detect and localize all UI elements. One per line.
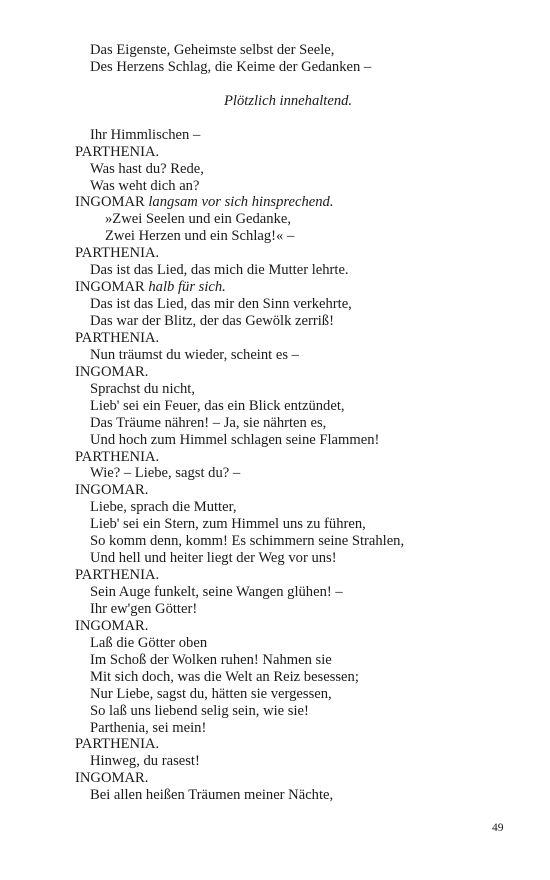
verse-line: Das ist das Lied, das mich die Mutter lehrte. — [90, 262, 349, 279]
verse-line: Nun träumst du wieder, scheint es – — [90, 346, 299, 363]
verse-line: Das war der Blitz, der das Gewölk zerriß! — [90, 313, 334, 329]
blank-line — [0, 110, 550, 127]
speaker-name: PARTHENIA. — [75, 567, 160, 584]
quoted-verse-line: »Zwei Seelen und ein Gedanke, — [105, 211, 292, 228]
verse-line: Das ist das Lied, das mir den Sinn verkehrte, — [90, 296, 352, 313]
verse-line: Nur Liebe, sagst du, hätten sie vergessen, — [90, 685, 332, 702]
quoted-verse-line: Zwei Herzen und ein Schlag!« – — [105, 228, 295, 245]
verse-line: Mit sich doch, was die Welt an Reiz besessen; — [90, 668, 359, 685]
verse-line: Laß die Götter oben — [90, 634, 208, 651]
speaker-heading — [0, 245, 550, 262]
speaker-heading — [0, 330, 550, 347]
stage-direction-inline: halb für sich. — [144, 279, 226, 296]
verse-line: Hinweg, du rasest! — [90, 753, 200, 770]
verse-line: Lieb' sei ein Stern, zum Himmel uns zu führen, — [90, 516, 366, 533]
speaker-name: INGOMAR — [75, 194, 145, 211]
speaker-heading — [0, 364, 550, 381]
speaker-name: INGOMAR — [75, 279, 145, 296]
speaker-name: INGOMAR. — [75, 617, 149, 634]
speaker-name: INGOMAR. — [75, 482, 149, 499]
verse-line: Ihr Himmlischen – — [90, 126, 201, 143]
speaker-name: PARTHENIA. — [75, 736, 160, 753]
blank-line — [0, 76, 550, 93]
stage-direction-inline: langsam vor sich hinsprechend. — [144, 194, 334, 211]
book-page-text — [0, 42, 550, 804]
speaker-name: PARTHENIA. — [75, 143, 160, 160]
verse-line: Parthenia, sei mein! — [90, 719, 207, 736]
verse-line: Bei allen heißen Träumen meiner Nächte, — [90, 787, 334, 804]
speaker-name: INGOMAR. — [75, 770, 149, 787]
verse-line: Das Eigenste, Geheimste selbst der Seele, — [90, 42, 335, 58]
verse-line: Und hoch zum Himmel schlagen seine Flammen! — [90, 431, 380, 448]
verse-line: Ihr ew'gen Götter! — [90, 600, 198, 617]
speaker-heading — [0, 194, 550, 211]
speaker-heading — [0, 449, 550, 466]
stage-direction: Plötzlich innehaltend. — [224, 92, 353, 109]
speaker-name: PARTHENIA. — [75, 245, 160, 262]
verse-line: Liebe, sprach die Mutter, — [90, 499, 237, 516]
speaker-heading — [0, 482, 550, 499]
speaker-heading — [0, 618, 550, 635]
verse-line: Wie? – Liebe, sagst du? – — [90, 465, 241, 482]
speaker-heading — [0, 144, 550, 161]
verse-line: Lieb' sei ein Feuer, das ein Blick entzündet, — [90, 397, 345, 414]
speaker-name: PARTHENIA. — [75, 329, 160, 346]
verse-line: Des Herzens Schlag, die Keime der Gedanken – — [90, 58, 372, 75]
verse-line: Sprachst du nicht, — [90, 380, 195, 397]
verse-line: Das Träume nähren! – Ja, sie nährten es, — [90, 414, 327, 431]
verse-line: Was weht dich an? — [90, 177, 200, 194]
speaker-name: PARTHENIA. — [75, 448, 160, 465]
verse-line: Was hast du? Rede, — [90, 160, 204, 177]
speaker-name: INGOMAR. — [75, 363, 149, 380]
verse-line: Sein Auge funkelt, seine Wangen glühen! – — [90, 584, 343, 600]
verse-line: So laß uns liebend selig sein, wie sie! — [90, 702, 309, 719]
page-number: 49 — [492, 822, 504, 834]
verse-line: Im Schoß der Wolken ruhen! Nahmen sie — [90, 651, 332, 668]
verse-line: So komm denn, komm! Es schimmern seine Strahlen, — [90, 533, 405, 550]
speaker-heading — [0, 279, 550, 296]
speaker-heading — [0, 567, 550, 584]
speaker-heading — [0, 736, 550, 753]
verse-line: Und hell und heiter liegt der Weg vor uns! — [90, 550, 337, 567]
speaker-heading — [0, 770, 550, 787]
